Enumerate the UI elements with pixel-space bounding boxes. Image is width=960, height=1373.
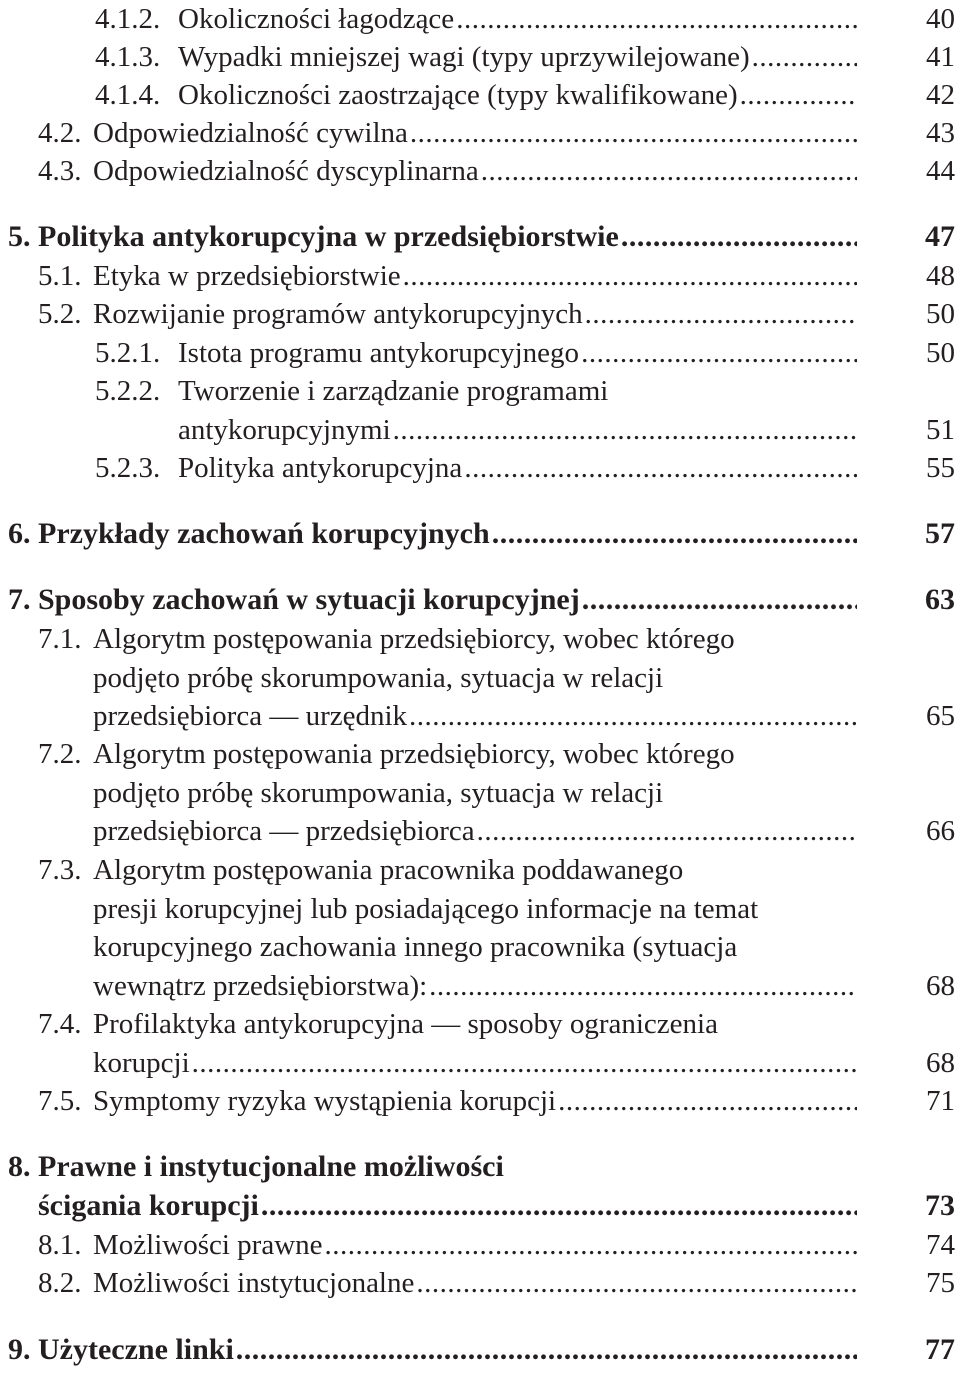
dot-leader [582, 581, 857, 620]
toc-entry-number: 5.1. [38, 260, 82, 292]
toc-entry-title-line: Algorytm postępowania pracownika poddawanego [93, 854, 684, 886]
toc-entry-number: 4.3. [38, 155, 82, 187]
dot-leader [477, 812, 857, 851]
toc-entry-title-line: Odpowiedzialność dyscyplinarna [93, 155, 479, 187]
toc-entry-page-number: 71 [926, 1085, 955, 1117]
dot-leader [464, 449, 857, 488]
toc-entry-number: 5.2. [38, 298, 82, 330]
dot-leader [456, 0, 857, 39]
toc-entry [0, 372, 960, 449]
toc-entry-title-with-leader [38, 1187, 857, 1226]
toc-entry-number: 7.4. [38, 1008, 82, 1040]
dot-leader [393, 411, 857, 450]
toc-entry-number: 5.2.2. [95, 375, 161, 407]
toc-entry-page-number: 73 [925, 1188, 955, 1222]
toc-entry [0, 114, 960, 153]
toc-entry-title-line: Tworzenie i zarządzanie programami [178, 375, 609, 407]
toc-entry-page-number: 55 [926, 452, 955, 484]
toc-entry [0, 620, 960, 736]
toc-entry-title-with-leader [93, 967, 857, 1006]
toc-entry [0, 1264, 960, 1303]
toc-entry-title-with-leader [93, 1044, 857, 1083]
toc-entry [0, 334, 960, 373]
toc-entry-title-with-leader [93, 152, 857, 191]
toc-entry-title-line: ścigania korupcji [38, 1188, 259, 1222]
toc-entry-title-line: Przykłady zachowań korupcyjnych [38, 517, 490, 550]
toc-entry-page-number: 68 [926, 1046, 955, 1079]
dot-leader [410, 114, 857, 153]
toc-entry-title-line: Sposoby zachowań w sytuacji korupcyjnej [38, 583, 580, 616]
toc-entry-page-number: 74 [926, 1229, 955, 1261]
toc-entry-page-number: 43 [926, 117, 955, 149]
toc-entry-title-line: Istota programu antykorupcyjnego [178, 337, 580, 369]
toc-entry-number: 5.2.1. [95, 337, 161, 369]
dot-leader [325, 1226, 857, 1265]
toc-entry-number: 8. [8, 1150, 31, 1183]
toc-entry [0, 152, 960, 191]
toc-entry [0, 295, 960, 334]
toc-entry-title-line: Prawne i instytucjonalne możliwości [38, 1150, 504, 1183]
toc-entry-title-line: Możliwości prawne [93, 1229, 323, 1261]
toc-entry-number: 7.3. [38, 854, 82, 886]
toc-entry-title-line: podjęto próbę skorumpowania, sytuacja w relacji [93, 776, 664, 809]
toc-entry [0, 218, 960, 257]
toc-entry [0, 581, 960, 620]
toc-entry-title-line: Algorytm postępowania przedsiębiorcy, wobec którego [93, 738, 735, 770]
toc-entry [0, 257, 960, 296]
toc-entry-number: 4.1.2. [95, 3, 161, 35]
toc-entry-title-line: podjęto próbę skorumpowania, sytuacja w relacji [93, 661, 664, 694]
toc-entry-title-with-leader [38, 1331, 857, 1370]
dot-leader [585, 295, 857, 334]
toc-entry-page-number: 44 [926, 155, 955, 187]
toc-entry-title-line: Etyka w przedsiębiorstwie [93, 260, 401, 292]
toc-entry-number: 4.1.3. [95, 41, 161, 73]
toc-entry-title-line: Wypadki mniejszej wagi (typy uprzywilejowane) [178, 41, 750, 73]
toc-entry-title-with-leader [178, 38, 857, 77]
toc-entry-title-line: Polityka antykorupcyjna [178, 452, 463, 484]
toc-entry-title-line: przedsiębiorca — urzędnik [93, 700, 408, 732]
toc-entry-title-with-leader [93, 1082, 857, 1121]
toc-entry-title-with-leader [93, 257, 857, 296]
toc-entry-title-line: Rozwijanie programów antykorupcyjnych [93, 298, 583, 330]
toc-entry [0, 515, 960, 554]
toc-entry-title-with-leader [93, 697, 857, 736]
toc-entry-page-number: 65 [926, 700, 955, 732]
toc-entry-title-with-leader [178, 449, 857, 488]
toc-entry-number: 8.1. [38, 1229, 82, 1261]
toc-entry [0, 1005, 960, 1082]
dot-leader [558, 1082, 857, 1121]
toc-entry-title-line: Okoliczności łagodzące [178, 3, 455, 35]
dot-leader [481, 152, 857, 191]
dot-leader [429, 967, 857, 1006]
dot-leader [621, 218, 857, 257]
toc-entry [0, 449, 960, 488]
toc-entry-page-number: 48 [926, 260, 955, 292]
toc-entry-number: 5. [8, 220, 31, 253]
toc-entry-title-line: Polityka antykorupcyjna w przedsiębiorstwie [38, 220, 619, 253]
toc-entry-number: 6. [8, 517, 31, 550]
toc-entry-page-number: 40 [926, 3, 955, 35]
toc-entry-title-line: korupcji [93, 1046, 190, 1079]
toc-entry-title-line: korupcyjnego zachowania innego pracownika (sytuacja [93, 931, 738, 963]
toc-entry-number: 5.2.3. [95, 452, 161, 484]
toc-entry-number: 7.1. [38, 623, 82, 655]
toc-entry-title-line: wewnątrz przedsiębiorstwa): [93, 969, 428, 1002]
toc-entry-title-with-leader [178, 0, 857, 39]
dot-leader [409, 697, 857, 736]
toc-entry-title-with-leader [38, 581, 857, 620]
toc-entry [0, 1148, 960, 1225]
dot-leader [752, 38, 857, 77]
dot-leader [740, 76, 857, 115]
toc-entry-page-number: 63 [925, 583, 955, 616]
toc-entry-number: 7. [8, 583, 31, 616]
toc-entry-title-line: Okoliczności zaostrzające (typy kwalifikowane) [178, 79, 738, 111]
toc-entry-page-number: 41 [926, 41, 955, 73]
toc-entry-page-number: 66 [926, 815, 955, 847]
toc-entry-title-line: Odpowiedzialność cywilna [93, 117, 408, 149]
toc-entry-title-with-leader [38, 218, 857, 257]
dot-leader [492, 515, 857, 554]
dot-leader [416, 1264, 857, 1303]
toc-entry-title-line: antykorupcyjnymi [178, 413, 391, 446]
dot-leader [581, 334, 857, 373]
toc-entry-number: 4.1.4. [95, 79, 161, 111]
dot-leader [403, 257, 857, 296]
toc-entry [0, 0, 960, 39]
toc-entry-title-with-leader [93, 1264, 857, 1303]
toc-entry-title-line: Możliwości instytucjonalne [93, 1267, 415, 1299]
toc-entry-title-line: Użyteczne linki [38, 1333, 234, 1366]
toc-entry-number: 9. [8, 1333, 31, 1366]
toc-entry-page-number: 57 [925, 517, 955, 550]
toc-entry-page-number: 47 [925, 220, 955, 253]
toc-entry-title-with-leader [93, 1226, 857, 1265]
toc-entry-title-with-leader [178, 334, 857, 373]
toc-entry [0, 735, 960, 851]
toc-entry-page-number: 51 [926, 413, 955, 446]
toc-entry-title-with-leader [93, 114, 857, 153]
dot-leader [261, 1187, 857, 1226]
toc-entry-title-with-leader [93, 812, 857, 851]
toc-entry-title-with-leader [38, 515, 857, 554]
toc-entry-number: 7.5. [38, 1085, 82, 1117]
toc-entry-title-line: presji korupcyjnej lub posiadającego informacje na temat [93, 892, 759, 925]
toc-entry [0, 851, 960, 1005]
toc-entry-page-number: 50 [926, 298, 955, 330]
toc-entry-page-number: 75 [926, 1267, 955, 1299]
toc-entry [0, 76, 960, 115]
dot-leader [236, 1331, 857, 1370]
toc-entry-number: 7.2. [38, 738, 82, 770]
toc-entry [0, 1331, 960, 1370]
toc-entry-page-number: 42 [926, 79, 955, 111]
toc-entry [0, 1082, 960, 1121]
toc-entry-page-number: 50 [926, 337, 955, 369]
toc-entry [0, 38, 960, 77]
toc-entry-title-line: Symptomy ryzyka wystąpienia korupcji [93, 1085, 557, 1117]
toc-entry-title-line: Algorytm postępowania przedsiębiorcy, wobec którego [93, 623, 735, 655]
toc-entry-title-with-leader [178, 411, 857, 450]
toc-entry-title-with-leader [93, 295, 857, 334]
toc-entry-title-line: Profilaktyka antykorupcyjna — sposoby ograniczenia [93, 1008, 718, 1040]
toc-entry-number: 4.2. [38, 117, 82, 149]
toc-entry [0, 1226, 960, 1265]
toc-entry-page-number: 77 [925, 1333, 955, 1366]
toc-entry-number: 8.2. [38, 1267, 82, 1299]
dot-leader [192, 1044, 857, 1083]
toc-entry-page-number: 68 [926, 969, 955, 1002]
toc-entry-title-line: przedsiębiorca — przedsiębiorca [93, 815, 475, 847]
toc-entry-title-with-leader [178, 76, 857, 115]
